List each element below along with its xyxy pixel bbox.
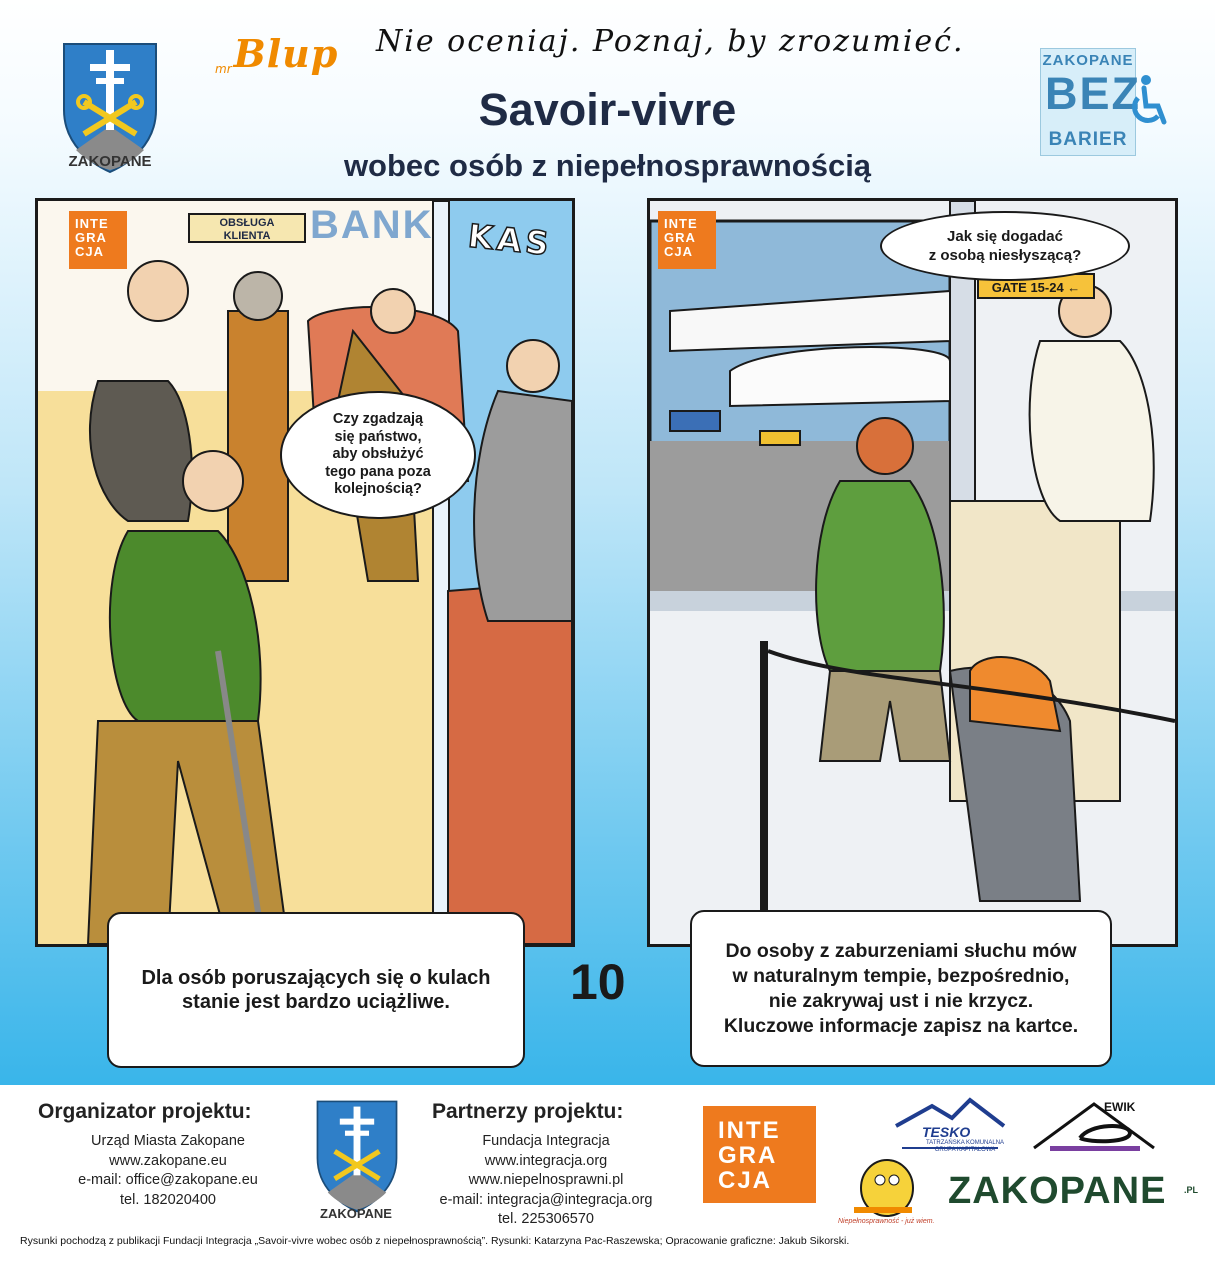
integracja-badge: INTE GRA CJA: [69, 211, 127, 269]
blup-brand: Blup: [233, 31, 339, 76]
partner-line: Fundacja Integracja: [482, 1133, 610, 1149]
organizer-email-link[interactable]: e-mail: office@zakopane.eu: [78, 1172, 258, 1188]
slogan: Nie oceniaj. Poznaj, by zrozumieć.: [376, 24, 965, 59]
ewik-name: EWIK: [1104, 1100, 1136, 1114]
caption-right-text: Do osoby z zaburzeniami słuchu mów w naturalnym tempie, bezpośrednio, nie zakrywaj ust i nie krzycz. Kluczowe informacje zapisz na kartce.: [723, 939, 1079, 1037]
customer-service-sign: OBSŁUGA KLIENTA: [188, 213, 306, 243]
partners-contact: [420, 1132, 672, 1230]
airport-scene-illustration: [650, 201, 1175, 944]
organizer-line: Urząd Miasta Zakopane: [91, 1133, 245, 1149]
footer-crest-label: ZAKOPANE: [320, 1206, 392, 1221]
bank-sign: BANK: [310, 203, 434, 247]
ewik-ski-jump-icon: [1030, 1098, 1158, 1154]
bez-bottom: BARIER: [1048, 129, 1128, 150]
organizer-contact: [48, 1132, 288, 1210]
speech-text-airport: Jak się dogadać z osobą niesłyszącą?: [928, 228, 1082, 264]
page-subtitle: wobec osób z niepełnosprawnością: [343, 148, 872, 183]
gate-sign: GATE 15-24 ←: [977, 273, 1095, 299]
organizer-heading: Organizator projektu:: [38, 1100, 252, 1123]
tesko-name: TESKO: [922, 1124, 971, 1140]
credits-line: Rysunki pochodzą z publikacji Fundacji Integracja „Savoir-vivre wobec osób z niepełnosprawnością”. Rysunki: Katarzyna Pac-Raszewska; Opracowanie graficzne: Jakub Sikorski.: [20, 1235, 850, 1247]
crest-label: ZAKOPANE: [68, 153, 152, 170]
speech-bubble-airport: [880, 211, 1130, 281]
integracja-logo: INTE GRA CJA: [703, 1106, 816, 1203]
partner-phone: tel. 225306570: [498, 1211, 594, 1227]
partner-website-link-2[interactable]: www.niepelnosprawni.pl: [468, 1172, 624, 1188]
bank-scene-illustration: [38, 201, 572, 944]
bez-top: ZAKOPANE: [1042, 52, 1134, 69]
zakopane-pl-suffix: .PL: [1184, 1185, 1199, 1195]
wheelchair-icon: [1124, 72, 1168, 128]
bez-barier-logo: [1040, 48, 1141, 156]
tesko-subtitle: TATRZAŃSKA KOMUNALNA GRUPA KAPITAŁOWA: [925, 1140, 1005, 1153]
kas-sign: KAS: [466, 216, 555, 264]
speech-text-bank: Czy zgadzają się państwo, aby obsłużyć tego pana poza kolejnością?: [325, 411, 431, 498]
partner-email-link[interactable]: e-mail: integracja@integracja.org: [439, 1191, 653, 1208]
partner-website-link[interactable]: www.integracja.org: [484, 1152, 608, 1169]
comic-panel-bank: [35, 198, 575, 947]
comic-panel-airport: [647, 198, 1178, 947]
blup-prefix: mr: [215, 62, 232, 76]
organizer-phone: tel. 182020400: [120, 1191, 216, 1208]
partners-heading: Partnerzy projektu:: [432, 1100, 624, 1123]
page-number: 10: [570, 954, 626, 1010]
speech-bubble-bank: [280, 391, 476, 519]
zakopane-crest-footer-icon: [312, 1098, 402, 1214]
caption-left: [107, 912, 525, 1068]
caption-right: [690, 910, 1112, 1067]
zakopane-pl-logo: ZAKOPANE: [948, 1170, 1167, 1212]
blup-logo: [215, 20, 338, 76]
bez-middle: BEZ: [1045, 68, 1141, 119]
caption-left-text: Dla osób poruszających się o kulach stanie jest bardzo uciążliwe.: [141, 967, 491, 1013]
organizer-website-link[interactable]: www.zakopane.eu: [109, 1152, 227, 1169]
integracja-badge-right: INTE GRA CJA: [658, 211, 716, 269]
page-title: Savoir-vivre: [478, 84, 737, 135]
mascot-tagline: Niepełnosprawność - już wiem.: [838, 1218, 935, 1225]
